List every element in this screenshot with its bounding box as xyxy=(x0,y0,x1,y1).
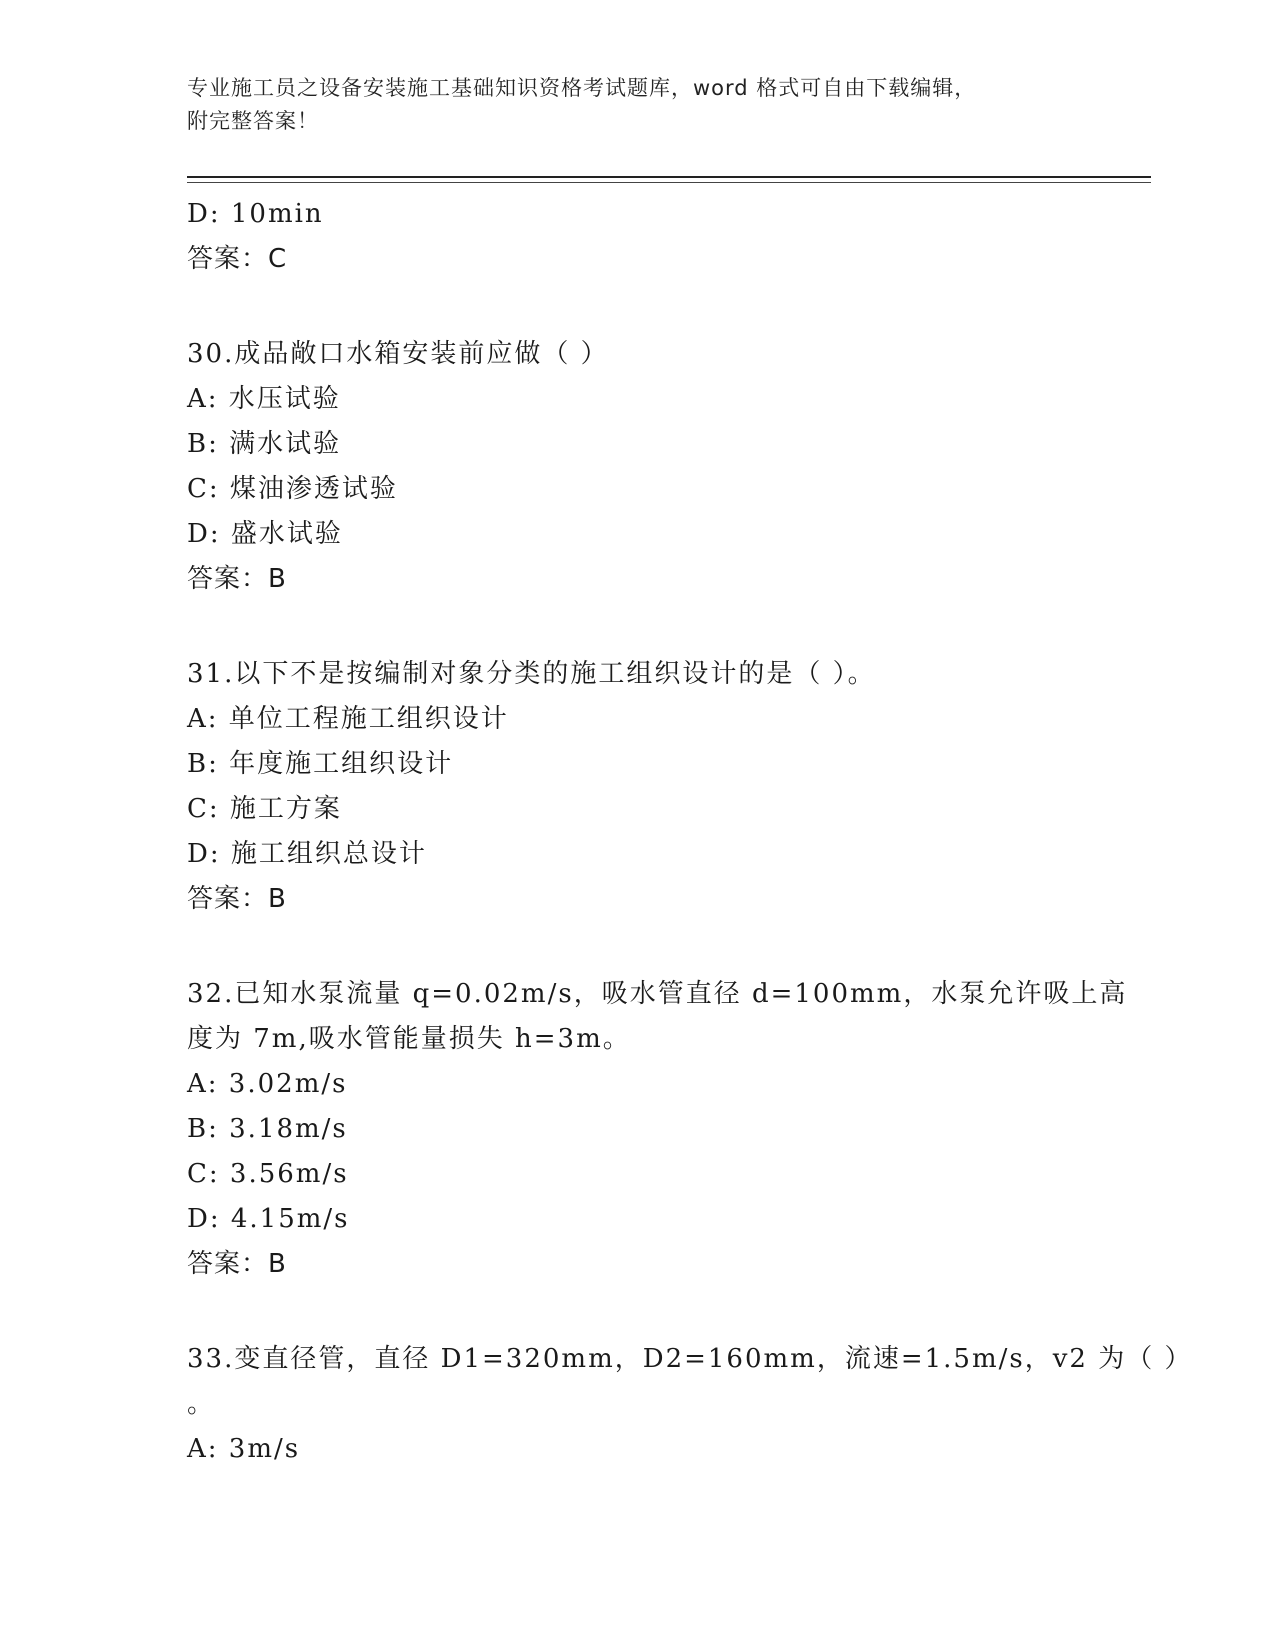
header-line-2: 附完整答案！ xyxy=(187,109,319,133)
spacer xyxy=(187,922,1067,972)
question-stem-continued: 。 xyxy=(187,1389,216,1419)
answer-line: 答案：C xyxy=(187,244,288,274)
header-divider-thick xyxy=(187,176,1151,178)
question-stem: 31.以下不是按编制对象分类的施工组织设计的是（ ）。 xyxy=(187,659,876,689)
question-stem-continued: 度为 7m,吸水管能量损失 h=3m。 xyxy=(187,1024,631,1054)
option-d: D: 施工组织总设计 xyxy=(187,839,427,869)
question-31 xyxy=(187,652,1067,922)
header-line-1: 专业施工员之设备安装施工基础知识资格考试题库，word 格式可自由下载编辑， xyxy=(187,76,977,100)
question-list xyxy=(187,192,1193,1472)
answer-line: 答案：B xyxy=(187,884,287,914)
answer-line: 答案：B xyxy=(187,564,287,594)
question-stem: 33.变直径管，直径 D1=320mm，D2=160mm，流速=1.5m/s，v2 为（ ） xyxy=(187,1344,1193,1374)
option-b: B: 满水试验 xyxy=(187,429,342,459)
answer-line: 答案：B xyxy=(187,1249,287,1279)
question-33 xyxy=(187,1337,1193,1472)
option-b: B: 3.18m/s xyxy=(187,1114,348,1144)
question-32 xyxy=(187,972,1128,1287)
option-d: D: 10min xyxy=(187,199,324,229)
option-c: C: 3.56m/s xyxy=(187,1159,349,1189)
question-30 xyxy=(187,332,1067,602)
option-a: A: 3m/s xyxy=(187,1434,301,1464)
option-a: A: 单位工程施工组织设计 xyxy=(187,704,509,734)
option-c: C: 施工方案 xyxy=(187,794,342,824)
spacer xyxy=(187,602,1067,652)
option-c: C: 煤油渗透试验 xyxy=(187,474,398,504)
header-divider-thin xyxy=(187,182,1151,183)
option-d: D: 4.15m/s xyxy=(187,1204,350,1234)
question-stem: 30.成品敞口水箱安装前应做（ ） xyxy=(187,339,609,369)
option-a: A: 水压试验 xyxy=(187,384,341,414)
option-d: D: 盛水试验 xyxy=(187,519,343,549)
spacer xyxy=(187,1287,1067,1337)
option-a: A: 3.02m/s xyxy=(187,1069,348,1099)
question-stem: 32.已知水泵流量 q=0.02m/s，吸水管直径 d=100mm，水泵允许吸上高 xyxy=(187,979,1128,1009)
option-b: B: 年度施工组织设计 xyxy=(187,749,454,779)
spacer xyxy=(187,282,1067,332)
document-header xyxy=(187,72,1087,138)
